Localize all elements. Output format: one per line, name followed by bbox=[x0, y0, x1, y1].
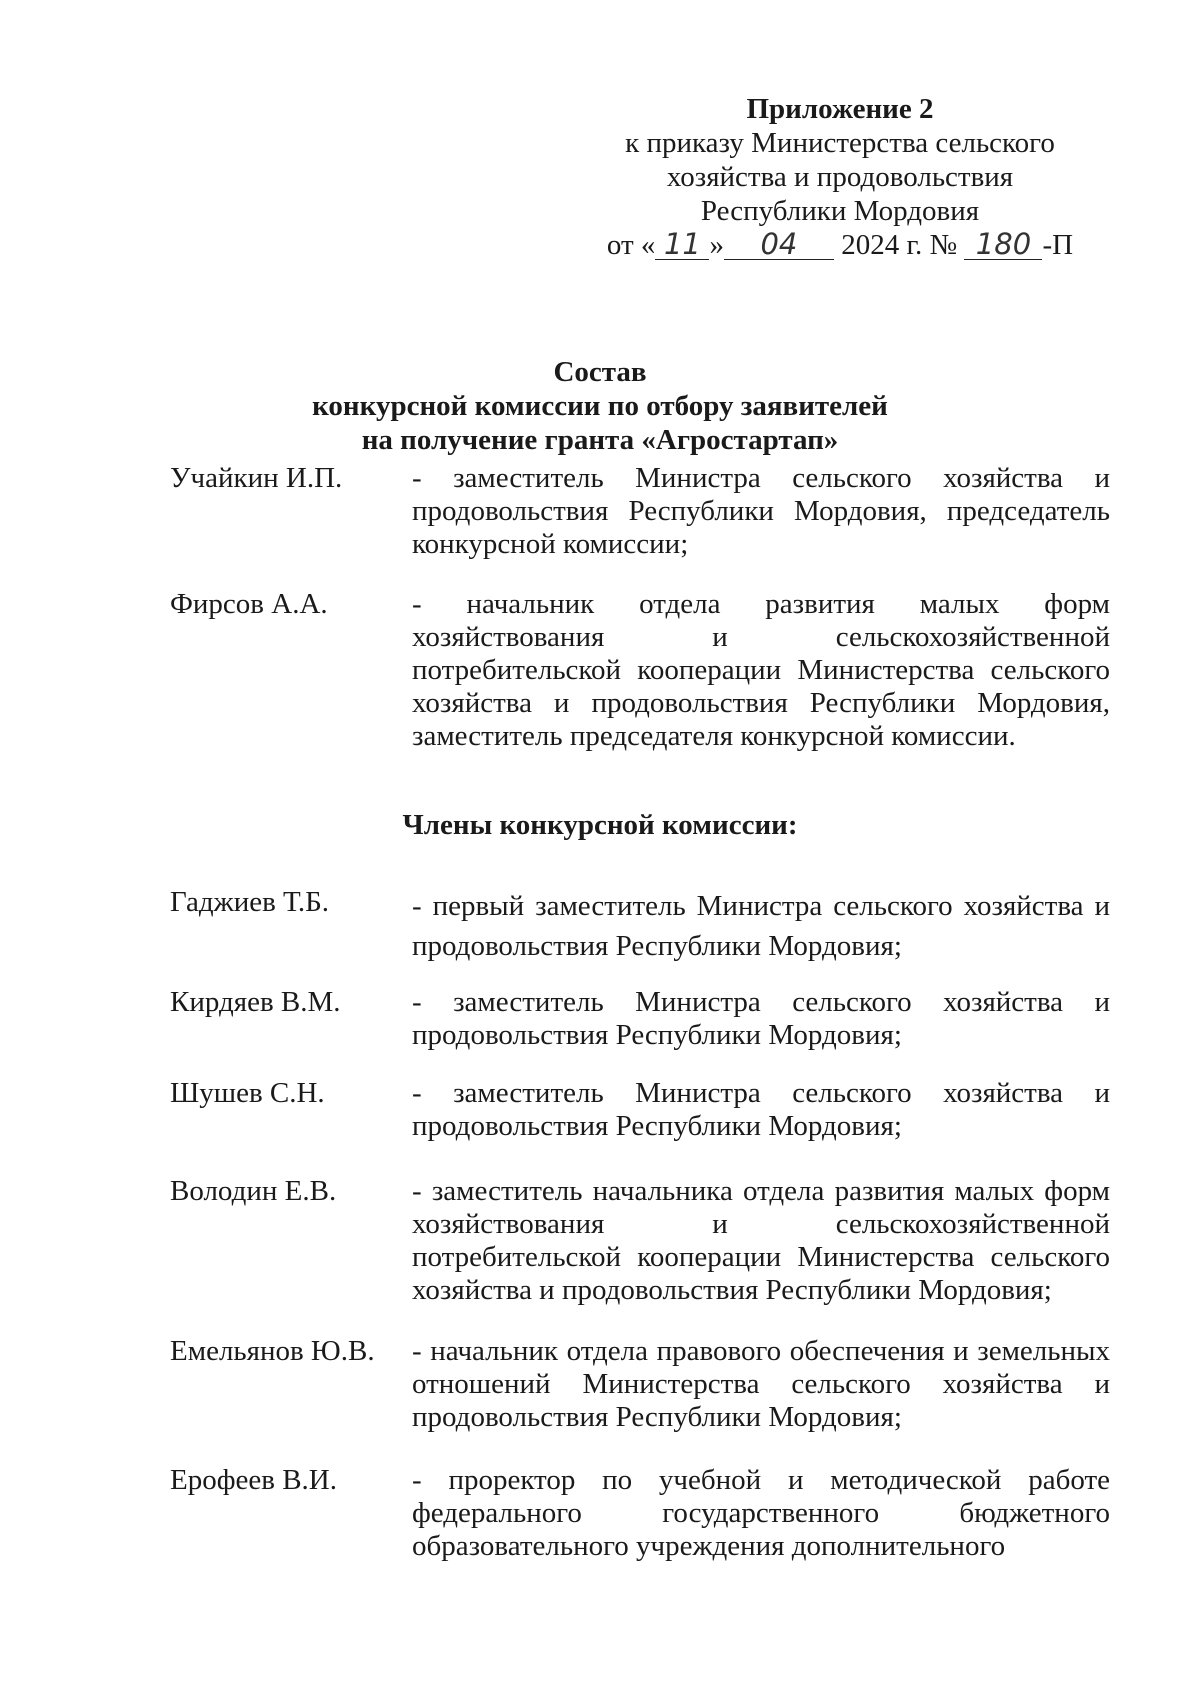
date-prefix: от « bbox=[606, 229, 656, 261]
member-name: Ерофеев В.И. bbox=[170, 1464, 337, 1496]
appendix-line-2: хозяйства и продовольствия bbox=[666, 161, 1014, 193]
appendix-title: Приложение 2 bbox=[746, 93, 934, 125]
member-position: - первый заместитель Министра сельского хозяйства и продовольствия Республики Мордовия; bbox=[412, 890, 1110, 962]
member-name: Емельянов Ю.В. bbox=[170, 1335, 375, 1367]
member-position: - заместитель Министра сельского хозяйства и продовольствия Республики Мордовия; bbox=[412, 986, 1110, 1051]
date-mid: » bbox=[709, 229, 724, 261]
appendix-line-1: к приказу Министерства сельского bbox=[625, 127, 1055, 159]
member-position: - начальник отдела правового обеспечения и земельных отношений Министерства сельского хозяйства и продовольствия Республики Мордовия; bbox=[412, 1335, 1110, 1433]
title-line-1: Состав bbox=[553, 356, 647, 388]
member-position: - заместитель Министра сельского хозяйства и продовольствия Республики Мордовия, председатель конкурсной комиссии; bbox=[412, 462, 1110, 560]
member-position: - заместитель начальника отдела развития малых форм хозяйствования и сельскохозяйственной потребительской кооперации Министерства сельского хозяйства и продовольствия Республики Мордовия; bbox=[412, 1175, 1110, 1306]
member-name: Шушев С.Н. bbox=[170, 1077, 325, 1109]
member-position: - заместитель Министра сельского хозяйства и продовольствия Республики Мордовия; bbox=[412, 1077, 1110, 1142]
handwritten-order-number: 180 bbox=[964, 229, 1042, 260]
order-date-line bbox=[590, 228, 1090, 262]
document-title bbox=[200, 355, 1000, 457]
member-position: - проректор по учебной и методической работе федерального государственного бюджетного образовательного учреждения дополнительного bbox=[412, 1464, 1110, 1562]
handwritten-month: 04 bbox=[724, 229, 834, 260]
title-line-3: на получение гранта «Агростартап» bbox=[361, 424, 839, 456]
year-text: 2024 г. № bbox=[841, 229, 958, 261]
member-name: Гаджиев Т.Б. bbox=[170, 886, 330, 918]
member-name: Володин Е.В. bbox=[170, 1175, 337, 1207]
handwritten-day: 11 bbox=[655, 229, 709, 260]
appendix-header bbox=[590, 92, 1090, 262]
member-name: Фирсов А.А. bbox=[170, 588, 328, 620]
title-line-2: конкурсной комиссии по отбору заявителей bbox=[312, 390, 888, 422]
member-position: - начальник отдела развития малых форм хозяйствования и сельскохозяйственной потребительской кооперации Министерства сельского хозяйства и продовольствия Республики Мордовия, заместитель председателя конкурсной комиссии. bbox=[412, 588, 1110, 752]
member-name: Учайкин И.П. bbox=[170, 462, 343, 494]
appendix-line-3: Республики Мордовия bbox=[700, 195, 980, 227]
members-subheading: Члены конкурсной комиссии: bbox=[402, 809, 798, 841]
order-number-suffix: -П bbox=[1042, 229, 1074, 261]
member-name: Кирдяев В.М. bbox=[170, 986, 341, 1018]
